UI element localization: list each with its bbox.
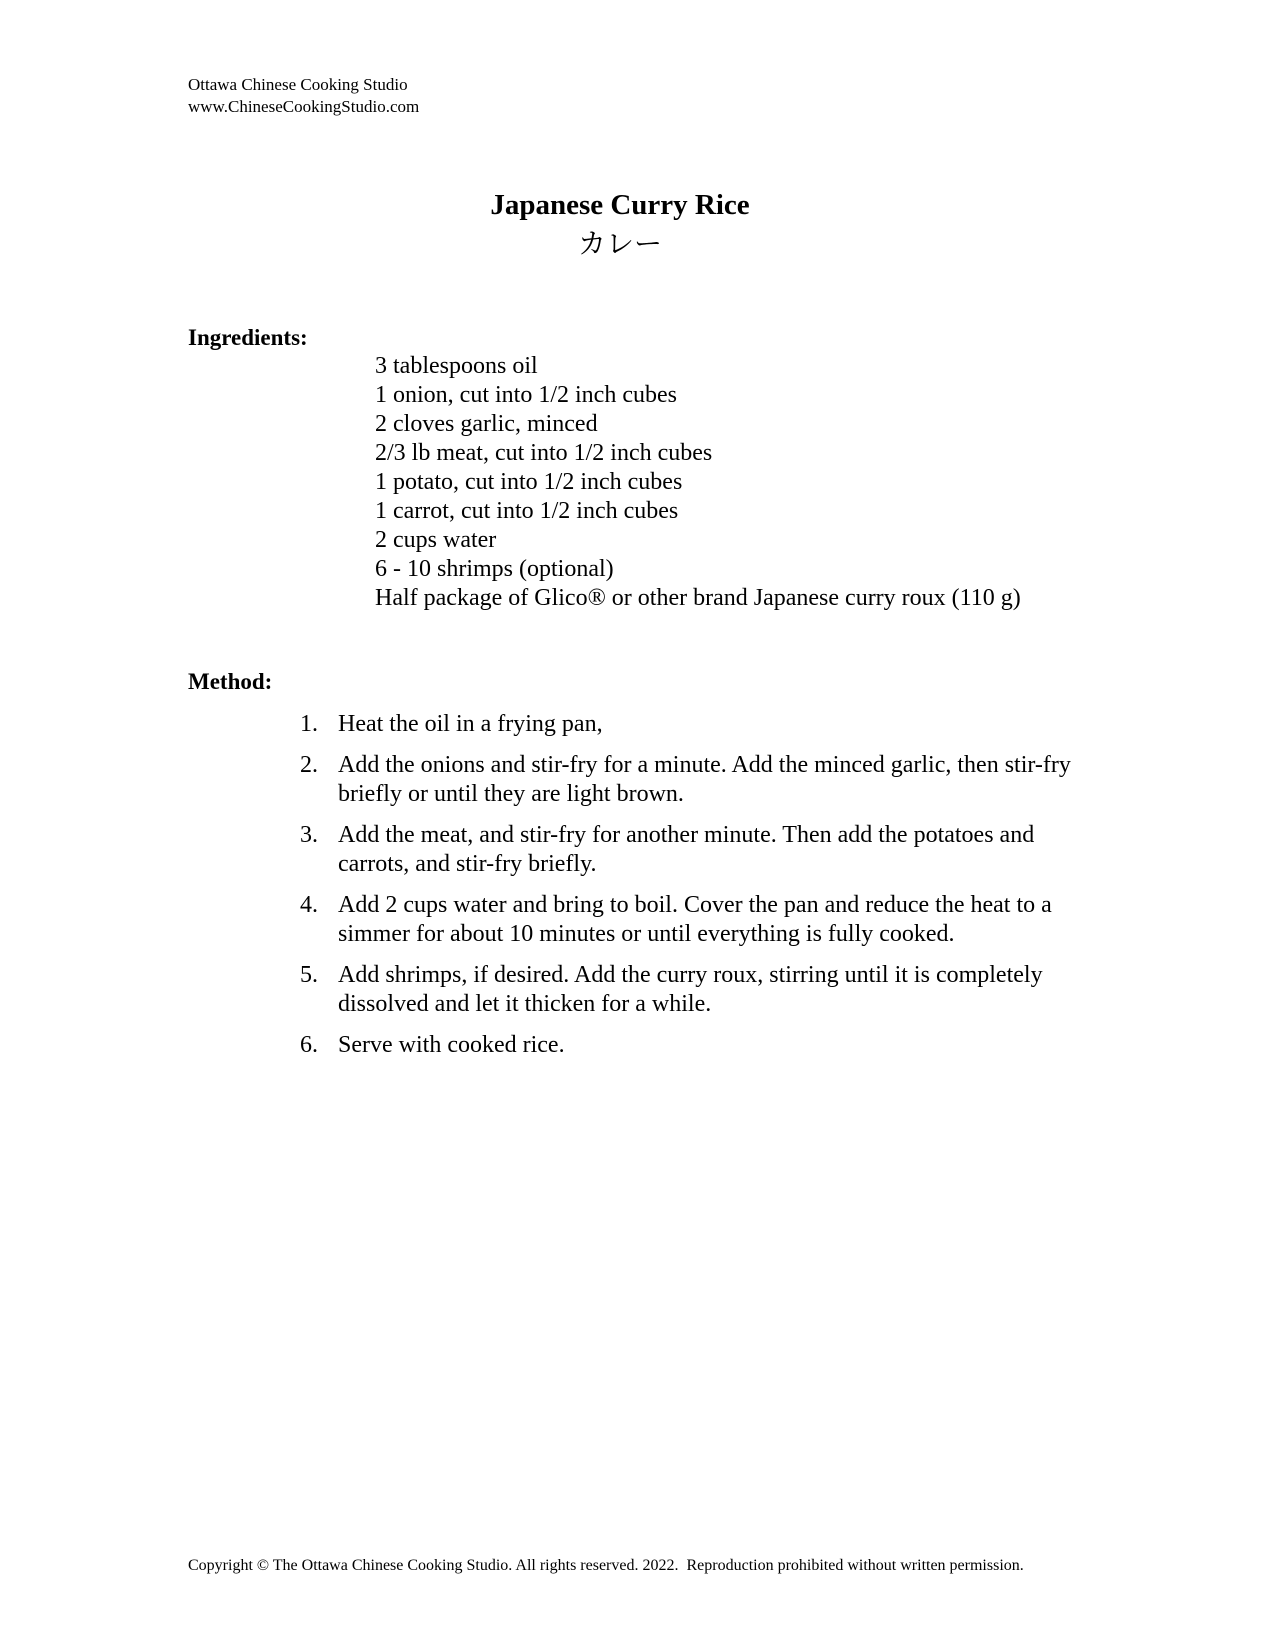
method-step	[300, 891, 1090, 949]
ingredient-item: 1 potato, cut into 1/2 inch cubes	[375, 469, 683, 495]
step-text: Add the meat, and stir-fry for another minute. Then add the potatoes and carrots, and stir-fry briefly.	[338, 822, 1035, 877]
step-text: Add shrimps, if desired. Add the curry roux, stirring until it is completely dissolved and let it thicken for a while.	[338, 962, 1043, 1017]
method-step	[300, 751, 1090, 809]
method-step	[300, 710, 1090, 739]
method-step	[300, 961, 1090, 1019]
step-number: 6.	[300, 1032, 318, 1058]
ingredient-item: 2 cloves garlic, minced	[375, 411, 598, 437]
ingredient-item: 2 cups water	[375, 527, 497, 553]
ingredient-item: 6 - 10 shrimps (optional)	[375, 556, 614, 582]
title-block	[0, 186, 1240, 264]
recipe-title: Japanese Curry Rice	[490, 189, 750, 221]
step-text: Add 2 cups water and bring to boil. Cover the pan and reduce the heat to a simmer for about 10 minutes or until everything is fully cooked.	[338, 892, 1052, 947]
method-list	[300, 710, 1090, 1072]
step-text: Serve with cooked rice.	[338, 1032, 565, 1058]
recipe-subtitle: カレー	[577, 227, 662, 260]
method-step	[300, 1031, 1090, 1060]
step-number: 1.	[300, 711, 318, 737]
page-header	[188, 74, 419, 118]
ingredients-heading: Ingredients:	[188, 325, 308, 350]
studio-website: www.ChineseCookingStudio.com	[188, 97, 420, 116]
method-heading: Method:	[188, 669, 273, 694]
step-number: 4.	[300, 892, 318, 918]
ingredient-item: 1 carrot, cut into 1/2 inch cubes	[375, 498, 679, 524]
copyright-footer: Copyright © The Ottawa Chinese Cooking Studio. All rights reserved. 2022. Reproduction prohibited without written permission.	[188, 1557, 1024, 1574]
ingredients-list	[375, 352, 1021, 613]
step-text: Add the onions and stir-fry for a minute. Add the minced garlic, then stir-fry briefly or until they are light brown.	[338, 752, 1071, 807]
step-number: 2.	[300, 752, 318, 778]
step-number: 5.	[300, 962, 318, 988]
ingredient-item: Half package of Glico® or other brand Japanese curry roux (110 g)	[375, 585, 1021, 611]
ingredient-item: 3 tablespoons oil	[375, 353, 538, 379]
step-text: Heat the oil in a frying pan,	[338, 711, 603, 737]
ingredient-item: 1 onion, cut into 1/2 inch cubes	[375, 382, 677, 408]
step-number: 3.	[300, 822, 318, 848]
method-step	[300, 821, 1090, 879]
ingredient-item: 2/3 lb meat, cut into 1/2 inch cubes	[375, 440, 713, 466]
studio-name: Ottawa Chinese Cooking Studio	[188, 75, 408, 94]
